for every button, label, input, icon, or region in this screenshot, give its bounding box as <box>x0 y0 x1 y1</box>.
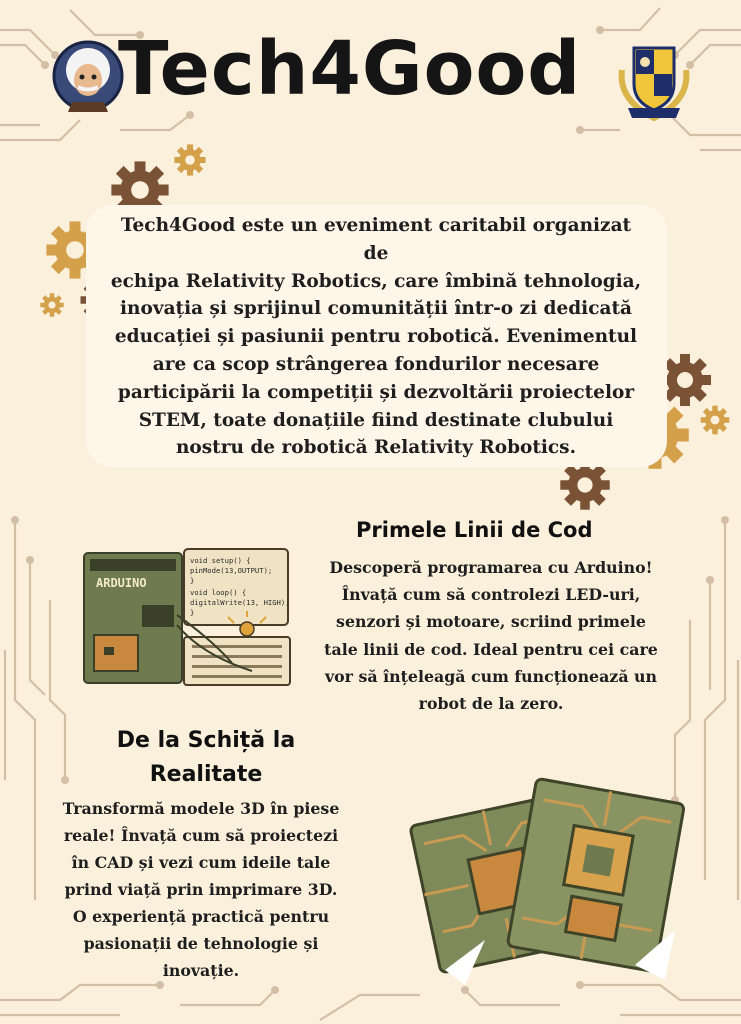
section2-text <box>56 795 346 984</box>
code-line: pinMode(13,OUTPUT); <box>190 566 273 575</box>
section1-line: Învață cum să controlezi LED-uri, <box>341 585 641 605</box>
section2-title-line: De la Schiță la <box>116 728 296 753</box>
intro-line: inovația și sprijinul comunității într-o zi dedicată <box>120 298 632 320</box>
code-line: digitalWrite(13, HIGH); <box>190 598 290 607</box>
code-line: } <box>190 576 195 585</box>
section1-text <box>308 554 674 717</box>
section1-line: tale linii de cod. Ideal pentru cei care <box>324 639 658 659</box>
intro-line: Tech4Good este un eveniment caritabil organizat de <box>120 215 632 264</box>
pcb-chips-icon <box>405 770 690 995</box>
intro-line: STEM, toate donațiile fiind destinate clubului <box>138 409 614 431</box>
intro-line: echipa Relativity Robotics, care îmbină tehnologia, <box>110 270 642 292</box>
intro-line: nostru de robotică Relativity Robotics. <box>175 437 577 459</box>
section2-line: pasionații de tehnologie și <box>83 934 319 953</box>
section1-line: senzori și motoare, scriind primele <box>336 612 646 632</box>
section2-line: în CAD și vezi cum ideile tale <box>71 853 331 872</box>
section2-title <box>86 724 326 792</box>
intro-line: educației și pasiunii pentru robotică. Evenimentul <box>114 326 638 348</box>
section2-line: inovație. <box>162 961 240 980</box>
section1-line: Descoperă programarea cu Arduino! <box>329 558 653 577</box>
section2-line: Transformă modele 3D în piese <box>62 799 340 818</box>
board-label: ARDUINO <box>96 576 147 590</box>
section2-title-line: Realitate <box>149 762 263 787</box>
code-line: void loop() { <box>190 588 247 597</box>
section2-line: reale! Învață cum să proiectezi <box>63 826 339 845</box>
arduino-illustration <box>82 545 294 690</box>
section2-line: O experiență practică pentru <box>72 907 330 926</box>
intro-line: are ca scop strângerea fondurilor necesare <box>152 353 600 375</box>
section1-line: robot de la zero. <box>418 694 564 714</box>
intro-text <box>108 212 644 462</box>
einstein-avatar <box>52 40 124 112</box>
code-line: } <box>190 608 195 617</box>
section1-line: vor să înțeleagă cum funcționează un <box>324 666 658 686</box>
intro-line: participării la competiții și dezvoltării proiectelor <box>117 381 635 403</box>
code-line: void setup() { <box>190 556 251 565</box>
page-title: Tech4Good <box>118 26 582 112</box>
school-crest <box>614 40 694 122</box>
section2-line: prind viață prin imprimare 3D. <box>64 880 338 899</box>
section1-title: Primele Linii de Cod <box>356 518 593 542</box>
